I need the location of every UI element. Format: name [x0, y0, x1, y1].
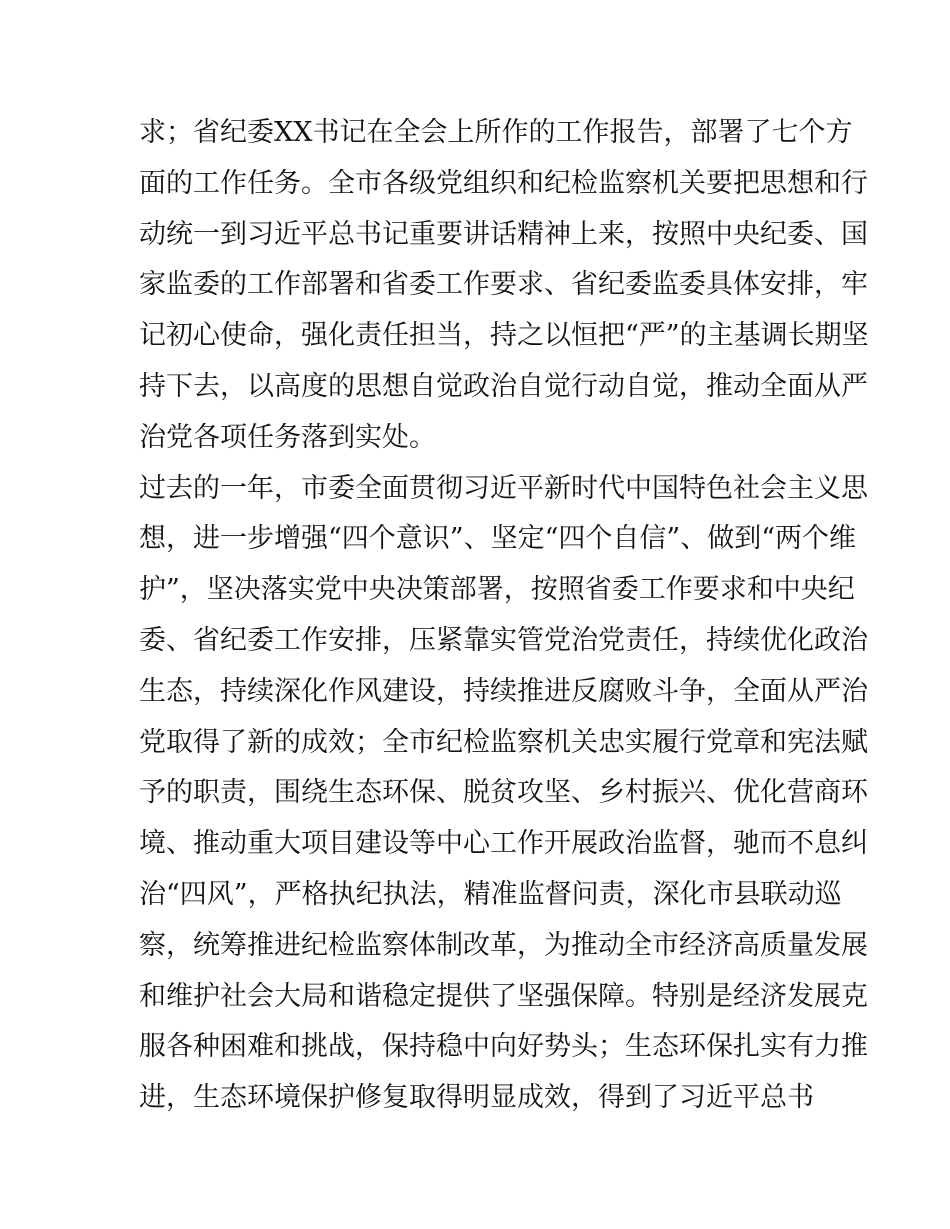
text-line: 记初心使命，强化责任担当，持之以恒把“严”的主基调长期坚 [139, 320, 869, 352]
text-line: 境、推动重大项目建设等中心工作开展政治监督，驰而不息纠 [139, 828, 868, 860]
text-line: 服各种困难和挑战，保持稳中向好势头；生态环保扎实有力推 [139, 1031, 868, 1063]
text-line: 求；省纪委XX书记在全会上所作的工作报告，部署了七个方 [139, 117, 853, 148]
text-line: 党取得了新的成效；全市纪检监察机关忠实履行党章和宪法赋 [139, 726, 868, 758]
text-line: 持下去，以高度的思想自觉政治自觉行动自觉，推动全面从严 [139, 370, 868, 402]
body-text [139, 108, 869, 1124]
text-line: 察，统筹推进纪检监察体制改革，为推动全市经济高质量发展 [139, 929, 868, 961]
text-line: 治党各项任务落到实处。 [139, 421, 436, 453]
text-line: 家监委的工作部署和省委工作要求、省纪委监委具体安排，牢 [139, 269, 868, 301]
text-line: 面的工作任务。全市各级党组织和纪检监察机关要把思想和行 [139, 167, 868, 199]
text-line: 予的职责，围绕生态环保、脱贫攻坚、乡村振兴、优化营商环 [139, 777, 868, 809]
text-line: 动统一到习近平总书记重要讲话精神上来，按照中央纪委、国 [139, 218, 868, 250]
text-line: 和维护社会大局和谐稳定提供了坚强保障。特别是经济发展克 [139, 980, 868, 1012]
text-line: 过去的一年，市委全面贯彻习近平新时代中国特色社会主义思 [139, 472, 868, 504]
text-line: 进，生态环境保护修复取得明显成效，得到了习近平总书 [139, 1082, 814, 1114]
text-line: 生态，持续深化作风建设，持续推进反腐败斗争，全面从严治 [139, 675, 868, 707]
text-line: 治“四风”，严格执纪执法，精准监督问责，深化市县联动巡 [139, 878, 842, 910]
text-line: 委、省纪委工作安排，压紧靠实管党治党责任，持续优化政治 [139, 624, 868, 656]
text-line: 护”，坚决落实党中央决策部署，按照省委工作要求和中央纪 [139, 574, 855, 606]
text-line: 想，进一步增强“四个意识”、坚定“四个自信”、做到“两个维 [139, 523, 857, 555]
